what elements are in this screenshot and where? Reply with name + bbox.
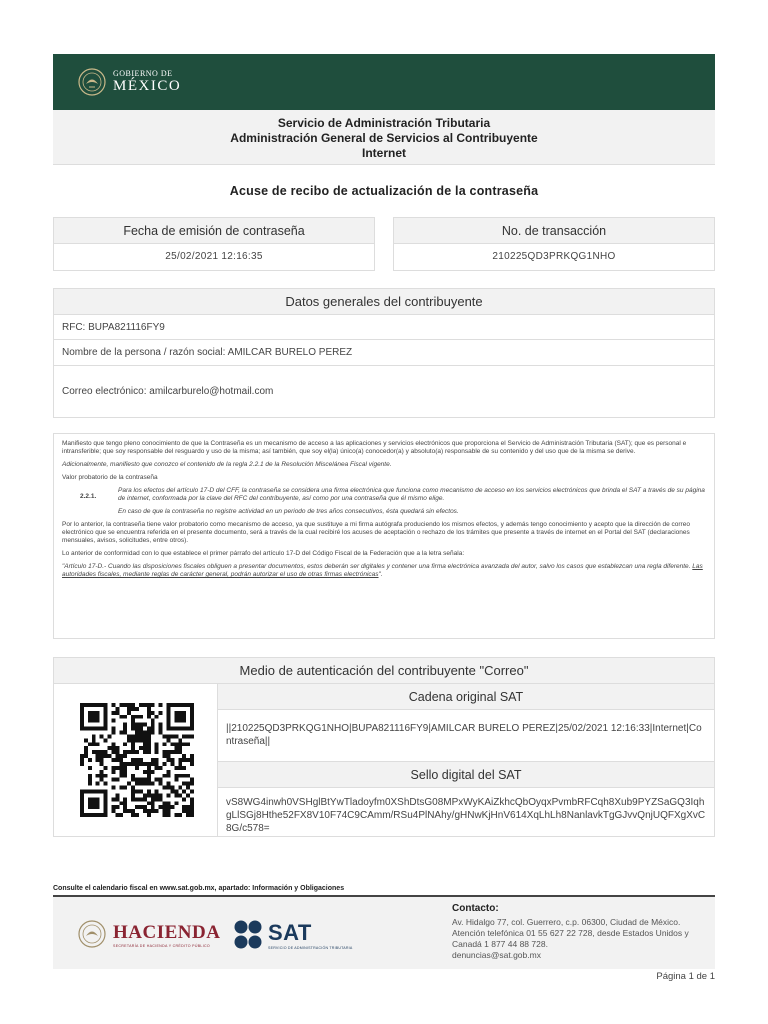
contact-email[interactable]: denuncias@sat.gob.mx	[452, 950, 541, 960]
original-chain-value: ||210225QD3PRKQG1NHO|BUPA821116FY9|AMILCAR BURELO PEREZ|25/02/2021 12:16:33|Internet|Contraseña||	[218, 710, 714, 762]
rfc-row: RFC: BUPA821116FY9	[54, 315, 714, 340]
footer-band	[53, 897, 715, 969]
authentication-title: Medio de autenticación del contribuyente "Correo"	[54, 658, 714, 684]
digital-seal-value: vS8WG4inwh0VSHglBtYwTladoyfm0XShDtsG08MPxWyKAiZkhcQbOyqxPvmbRFCqh8Xub9PYZSaGQ3IqhgLlSGj8Hthe52FX8V10F74C9CAmm/RSu4PlNAhy/gHNwKjHnV614XqLhLh8NanlavkTgGJvvQnjUQFXgXvC8G/c578=	[226, 797, 706, 834]
legal-paragraph-3: Valor probatorio de la contraseña	[62, 474, 158, 481]
emission-date-label: Fecha de emisión de contraseña	[54, 218, 374, 244]
mexico-eagle-emblem-icon	[77, 67, 107, 97]
emission-date-cell	[53, 217, 375, 271]
quote-part-a: "Artículo 17-D.- Cuando las disposiciones fiscales obliguen a presentar documentos, estos deberán ser digitales y contener una firma electrónica avanzada del autor, salvo los casos que establezcan una regla diferente.	[62, 563, 693, 570]
legal-paragraph-5: Lo anterior de conformidad con lo que establece el primer párrafo del artículo 17-D del Código Fiscal de la Federación que a la letra señala:	[62, 550, 465, 557]
authentication-body	[54, 684, 714, 836]
transaction-number-value: 210225QD3PRKQG1NHO	[492, 251, 616, 262]
fiscal-calendar-note: Consulte el calendario fiscal en www.sat.gob.mx, apartado: Información y Obligaciones	[53, 885, 345, 892]
institution-line-3: Internet	[361, 146, 406, 160]
contact-phone: Atención telefónica 01 55 627 22 728, desde Estados Unidos y Canadá 1 877 44 88 728.	[452, 928, 689, 949]
transaction-info	[53, 217, 715, 271]
general-data-title: Datos generales del contribuyente	[54, 289, 714, 315]
sat-logo-icon	[233, 919, 265, 951]
digital-seal-label: Sello digital del SAT	[218, 762, 714, 788]
gov-big-text: MÉXICO	[113, 78, 182, 94]
contact-address: Av. Hidalgo 77, col. Guerrero, c.p. 06300, Ciudad de México.	[452, 917, 681, 927]
transaction-number-cell	[393, 217, 715, 271]
legal-paragraph-1: Manifiesto que tengo pleno conocimiento de que la Contraseña es un mecanismo de acceso a las aplicaciones y servicios electrónicos que proporciona el Servicio de Administración Tributaria (SAT); que es personal e intransferible; que soy responsable del resguardo y uso de la misma; así también, que soy el(la) único(a) conocedor(a) y absoluto(a) responsable de su contenido y del uso que de la misma se derive.	[62, 440, 687, 455]
hacienda-logo-subtext: SECRETARÍA DE HACIENDA Y CRÉDITO PÚBLICO	[113, 944, 211, 948]
hacienda-logo-text: HACIENDA	[113, 922, 221, 943]
original-chain-label: Cadena original SAT	[218, 684, 714, 710]
transaction-number-label: No. de transacción	[394, 218, 714, 244]
hacienda-emblem-icon	[77, 919, 107, 949]
emission-date-value: 25/02/2021 12:16:35	[165, 251, 263, 262]
rule-text-1: Para los efectos del artículo 17-D del CFF, la contraseña se considera una firma electrónica que funciona como mecanismo de acceso en los servicios electrónicos que brinda el SAT a través de su página de internet, conformada por la clave del RFC del contribuyente, así como por una contraseña que él mismo elige.	[118, 487, 705, 502]
government-logo-text	[113, 69, 181, 94]
legal-paragraph-2: Adicionalmente, manifiesto que conozco el contenido de la regla 2.2.1 de la Resolución Miscelánea Fiscal vigente.	[62, 461, 392, 468]
qr-cell	[54, 684, 218, 836]
gov-small-text: GOBIERNO DE	[113, 69, 173, 78]
rule-2-2-1	[80, 487, 706, 521]
government-header	[53, 54, 715, 110]
name-row: Nombre de la persona / razón social: AMILCAR BURELO PEREZ	[54, 340, 714, 366]
rule-body	[118, 487, 706, 521]
rule-number: 2.2.1.	[80, 493, 97, 500]
contact-info	[452, 903, 707, 961]
sat-logo-subtext: SERVICIO DE ADMINISTRACIÓN TRIBUTARIA	[268, 946, 353, 950]
authentication-section	[53, 657, 715, 837]
quote-part-c: ".	[378, 571, 383, 578]
email-row: Correo electrónico: amilcarburelo@hotmail.com	[62, 386, 274, 397]
quote-part-b: Las autoridades fiscales, mediante reglas de carácter general, podrán autorizar el uso de otras firmas electrónicas	[62, 563, 703, 578]
document-page	[53, 54, 715, 837]
institution-line-1: Servicio de Administración Tributaria	[277, 116, 491, 130]
taxpayer-general-data	[53, 288, 715, 418]
institution-line-2: Administración General de Servicios al Contribuyente	[230, 131, 538, 145]
legal-declaration	[53, 433, 715, 639]
page-number: Página 1 de 1	[656, 971, 715, 982]
qr-code-icon	[80, 703, 194, 817]
document-title: Acuse de recibo de actualización de la contraseña	[229, 184, 539, 198]
contact-title: Contacto:	[452, 903, 499, 914]
sat-logo-text: SAT	[268, 920, 312, 945]
article-quote	[62, 563, 706, 579]
institution-box	[53, 110, 715, 165]
authentication-details	[218, 684, 714, 836]
legal-paragraph-4: Por lo anterior, la contraseña tiene valor probatorio como mecanismo de acceso, ya que sustituye a mi firma autógrafa produciendo los mismos efectos, y además tengo conocimiento y acepto que la dirección de correo electrónico que se encuentra referida en el presente documento, será a través de la cual recibiré los acuses de aceptación o rechazo de los trámites que presente a través de internet en el Portal del SAT (declaraciones mensuales, avisos, solicitudes, entre otros).	[62, 521, 690, 544]
rule-text-2: En caso de que la contraseña no registre actividad en un periodo de tres años consecutivos, ésta quedará sin efectos.	[118, 508, 459, 515]
